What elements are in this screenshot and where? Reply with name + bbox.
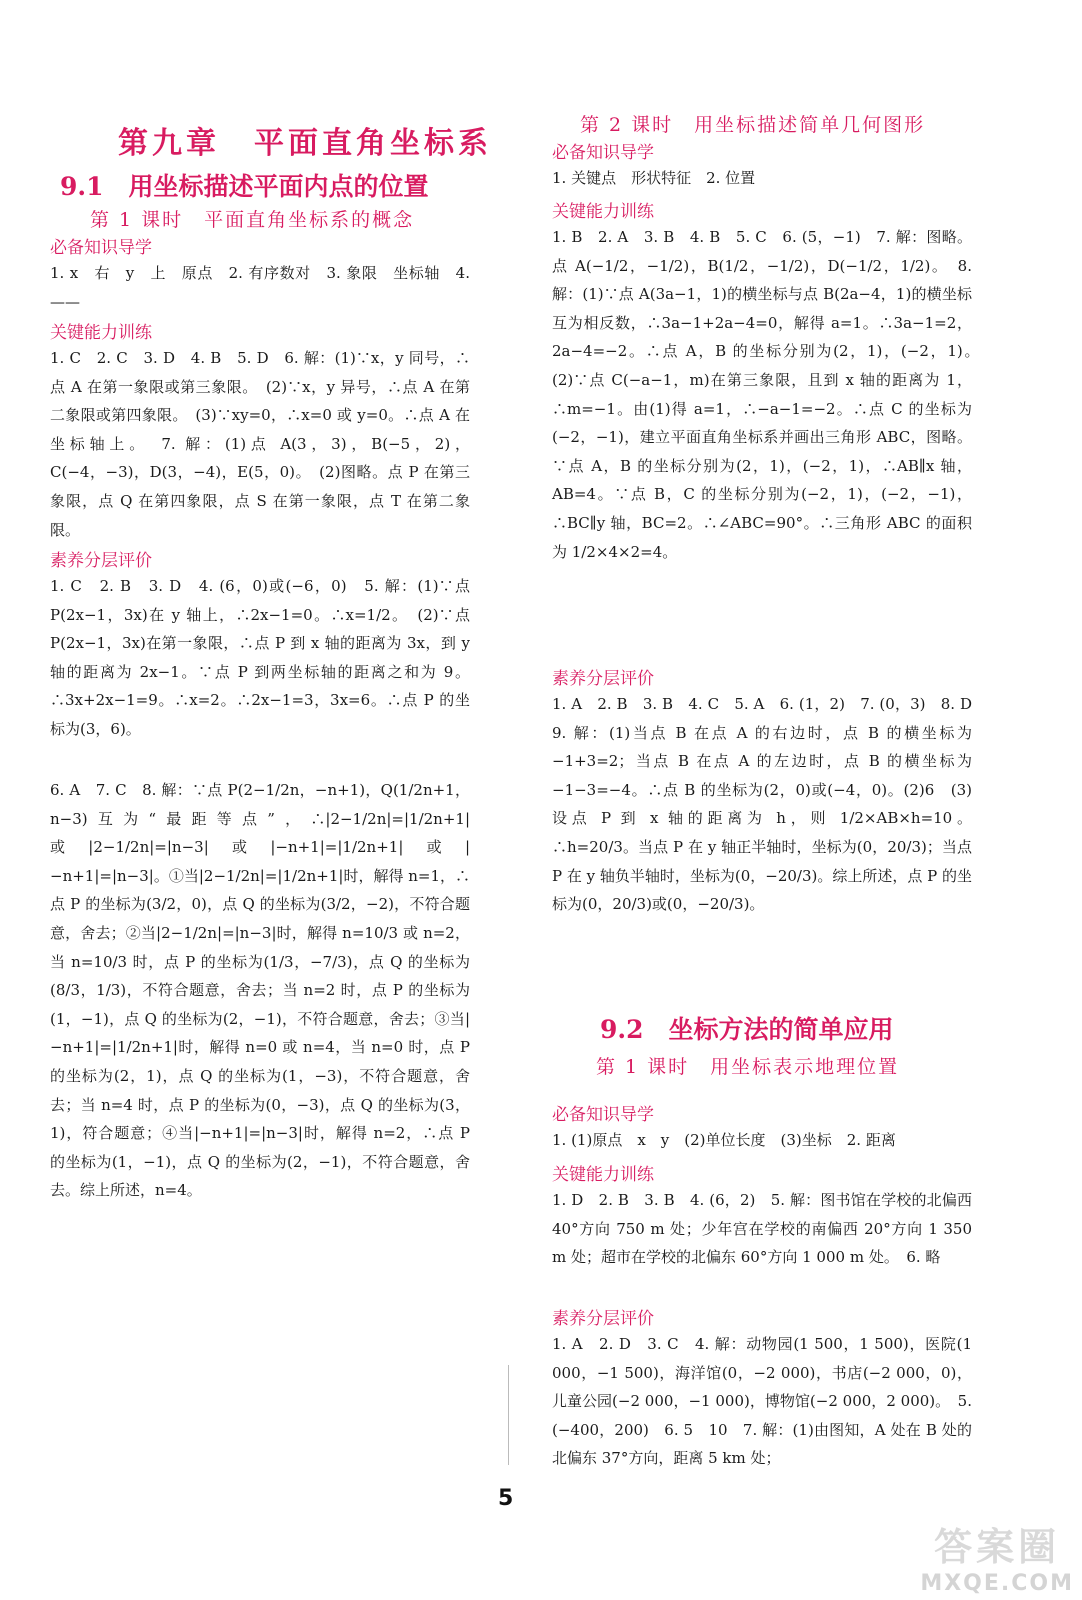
watermark-logo [920, 1516, 1074, 1596]
watermark-top-text: 答案圈 [934, 1525, 1061, 1569]
chapter-title: 第九章 平面直角坐标系 [118, 126, 492, 161]
answers-ability-3: 1. D 2. B 3. B 4. (6，2) 5. 解：图书馆在学校的北偏西 40°方向 750 m 处；少年宫在学校的南偏西 20°方向 1 350 m 处；超市在学校的北偏东 60°方向 1 000 m 处。 6. 略 [552, 1191, 972, 1267]
heading-knowledge: 必备知识导学 [50, 238, 152, 258]
heading-evaluation-3: 素养分层评价 [552, 1309, 654, 1329]
answers-evaluation-3: 1. A 2. D 3. C 4. 解：动物园(1 500，1 500)，医院(1 000，−1 500)，海洋馆(0，−2 000)，书店(−2 000，0)，儿童公园(−2 000，−1 000)，博物馆(−2 000，2 000)。 5. (−400，200) 6. 5 10 7. 解：(1)由图知，A 处在 B 处的北偏东 37°方向，距离 5 km 处； [552, 1335, 972, 1468]
answers-ability: 1. C 2. C 3. D 4. B 5. D 6. 解：(1)∵x，y 同号，∴点 A 在第一象限或第三象限。 (2)∵x，y 异号，∴点 A 在第二象限或第四象限。 (3)∵xy=0，∴x=0 或 y=0。∴点 A 在坐标轴上。 7. 解：(1)点 A(3，3)，B(−5，2)，C(−4，−3)，D(3，−4)，E(5，0)。 (2)图略。点 P 在第三象限，点 Q 在第四象限，点 S 在第一象限，点 T 在第二象限。 [50, 349, 470, 539]
lesson-title-3: 第 1 课时 用坐标表示地理位置 [596, 1056, 900, 1078]
section-title-9-2: 9.2 坐标方法的简单应用 [600, 1015, 894, 1044]
lesson-title-1: 第 1 课时 平面直角坐标系的概念 [90, 209, 415, 231]
heading-knowledge-3: 必备知识导学 [552, 1105, 654, 1125]
heading-evaluation-2: 素养分层评价 [552, 669, 654, 689]
heading-ability-3: 关键能力训练 [552, 1165, 654, 1185]
answers-knowledge: 1. x 右 y 上 原点 2. 有序数对 3. 象限 坐标轴 4. —— [50, 264, 470, 311]
answers-question-8: 6. A 7. C 8. 解：∵点 P(2−1/2n，−n+1)，Q(1/2n+1，n−3)互为“最距等点”，∴|2−1/2n|=|1/2n+1|或|2−1/2n|=|n−3|或|−n+1|=|1/2n+1|或|−n+1|=|n−3|。①当|2−1/2n|=|1/2n+1|时，解得 n=1，∴点 P 的坐标为(3/2，0)，点 Q 的坐标为(3/2，−2)，不符合题意，舍去；②当|2−1/2n|=|n−3|时，解得 n=10/3 或 n=2，当 n=10/3 时，点 P 的坐标为(1/3，−7/3)，点 Q 的坐标为(8/3，1/3)，不符合题意，舍去；当 n=2 时，点 P 的坐标为(1，−1)，点 Q 的坐标为(2，−1)，不符合题意，舍去；③当|−n+1|=|1/2n+1|时，解得 n=0 或 n=4，当 n=0 时，点 P 的坐标为(2，1)，点 Q 的坐标为(1，−3)，不符合题意，舍去；当 n=4 时，点 P 的坐标为(0，−3)，点 Q 的坐标为(3，1)，符合题意；④当|−n+1|=|n−3|时，解得 n=2，∴点 P 的坐标为(1，−1)，点 Q 的坐标为(2，−1)，不符合题意，舍去。综上所述，n=4。 [50, 781, 470, 1200]
column-divider [508, 1365, 509, 1465]
answers-knowledge-2: 1. 关键点 形状特征 2. 位置 [552, 169, 756, 187]
answers-ability-2: 1. B 2. A 3. B 4. B 5. C 6. (5，−1) 7. 解：图略。点 A(−1/2，−1/2)，B(1/2，−1/2)，D(−1/2，1/2)。 8. 解：(1)∵点 A(3a−1，1)的横坐标与点 B(2a−4，1)的横坐标互为相反数，∴3a−1+2a−4=0，解得 a=1。∴3a−1=2，2a−4=−2。∴点 A，B 的坐标分别为(2，1)，(−2，1)。 (2)∵点 C(−a−1，m)在第三象限，且到 x 轴的距离为 1，∴m=−1。由(1)得 a=1，∴−a−1=−2。∴点 C 的坐标为(−2，−1)，建立平面直角坐标系并画出三角形 ABC，图略。∵点 A，B 的坐标分别为(2，1)，(−2，1)，∴AB∥x 轴，AB=4。∵点 B，C 的坐标分别为(−2，1)，(−2，−1)，∴BC∥y 轴，BC=2。∴∠ABC=90°。∴三角形 ABC 的面积为 1/2×4×2=4。 [552, 228, 988, 561]
section-title-9-1: 9.1 用坐标描述平面内点的位置 [60, 172, 429, 201]
heading-evaluation: 素养分层评价 [50, 551, 152, 571]
answers-evaluation: 1. C 2. B 3. D 4. (6，0)或(−6，0) 5. 解：(1)∵点 P(2x−1，3x)在 y 轴上，∴2x−1=0。∴x=1/2。 (2)∵点 P(2x−1，3x)在第一象限，∴点 P 到 x 轴的距离为 3x，到 y 轴的距离为 2x−1。∵点 P 到两坐标轴的距离之和为 9。∴3x+2x−1=9。∴x=2。∴2x−1=3，3x=6。∴点 P 的坐标为(3，6)。 [50, 577, 470, 738]
lesson-title-2: 第 2 课时 用坐标描述简单几何图形 [580, 114, 926, 136]
answers-evaluation-2: 1. A 2. B 3. B 4. C 5. A 6. (1，2) 7. (0，3) 8. D 9. 解：(1)当点 B 在点 A 的右边时，点 B 的横坐标为−1+3=2；当点 B 在点 A 的左边时，点 B 的横坐标为−1−3=−4。∴点 B 的坐标为(2，0)或(−4，0)。(2)6 (3)设点 P 到 x 轴的距离为 h，则 1/2×AB×h=10。∴h=20/3。当点 P 在 y 轴正半轴时，坐标为(0，20/3)；当点 P 在 y 轴负半轴时，坐标为(0，−20/3)。综上所述，点 P 的坐标为(0，20/3)或(0，−20/3)。 [552, 695, 988, 914]
heading-knowledge-2: 必备知识导学 [552, 143, 654, 163]
answers-knowledge-3: 1. (1)原点 x y (2)单位长度 (3)坐标 2. 距离 [552, 1131, 896, 1149]
page-number: 5 [498, 1486, 514, 1511]
heading-ability-2: 关键能力训练 [552, 202, 654, 222]
heading-ability: 关键能力训练 [50, 323, 152, 343]
watermark-bottom-text: MXQE.COM [920, 1571, 1074, 1596]
